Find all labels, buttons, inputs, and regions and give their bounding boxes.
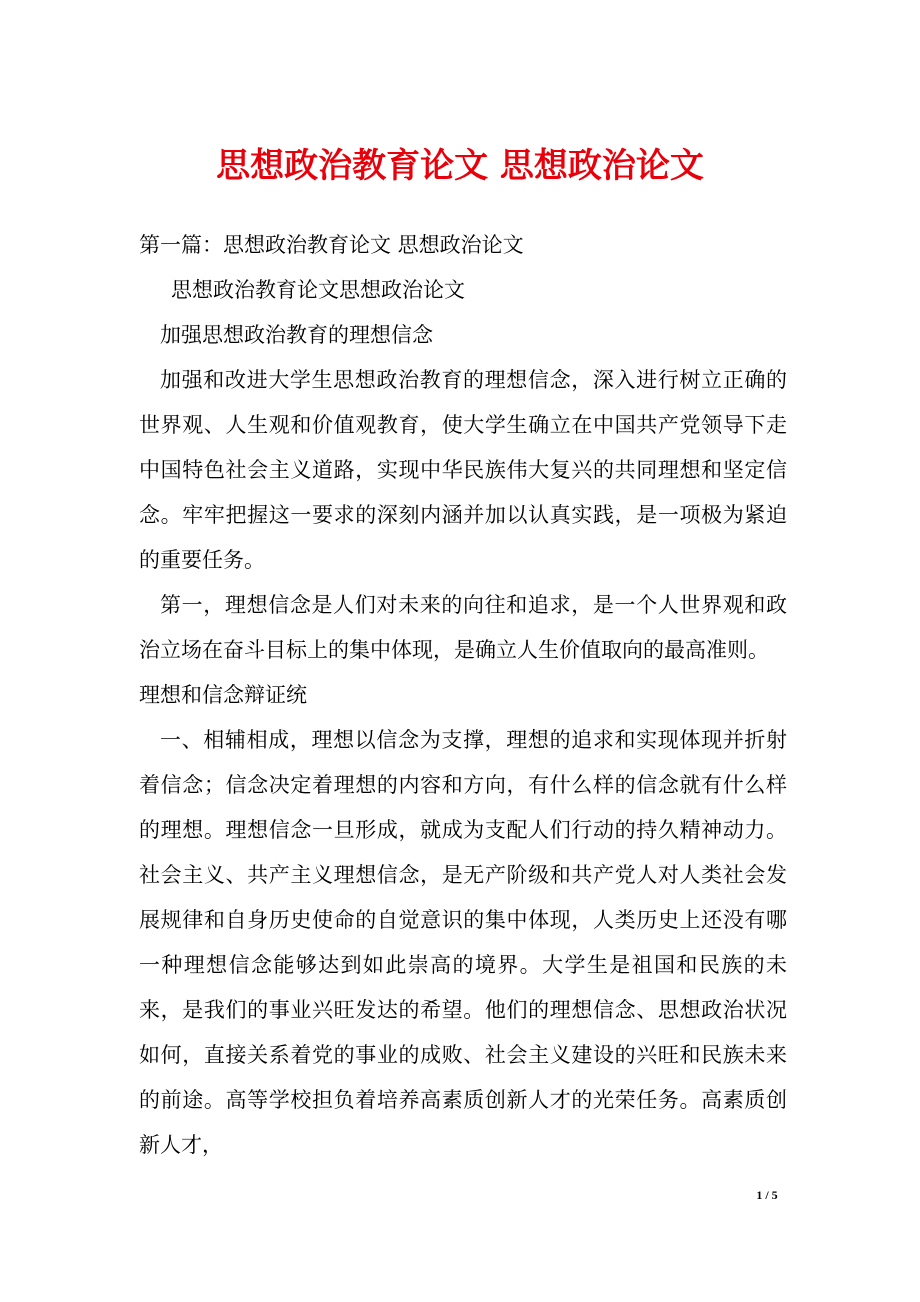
page-number: 1 / 5 bbox=[756, 1188, 778, 1202]
document-subtitle: 思想政治教育论文思想政治论文 bbox=[171, 278, 465, 302]
body-paragraph: 加强和改进大学生思想政治教育的理想信念，深入进行树立正确的世界观、人生观和价值观教育，使大学生确立在中国共产党领导下走中国特色社会主义道路，实现中华民族伟大复兴的共同理想和坚定信念。牢牢把握这一要求的深刻内涵并加以认真实践，是一项极为紧迫的重要任务。 bbox=[139, 368, 787, 572]
paragraph-heading: 加强思想政治教育的理想信念 bbox=[160, 323, 433, 347]
body-paragraph: 理想和信念辩证统 bbox=[139, 683, 307, 707]
document-title: 思想政治教育论文 思想政治论文 bbox=[216, 146, 704, 186]
section-title: 第一篇：思想政治教育论文 思想政治论文 bbox=[139, 233, 524, 257]
document-body bbox=[139, 223, 787, 1168]
body-paragraph: 一、相辅相成，理想以信念为支撑，理想的追求和实现体现并折射着信念；信念决定着理想的内容和方向，有什么样的信念就有什么样的理想。理想信念一旦形成，就成为支配人们行动的持久精神动力。社会主义、共产主义理想信念，是无产阶级和共产党人对人类社会发展规律和自身历史使命的自觉意识的集中体现，人类历史上还没有哪一种理想信念能够达到如此崇高的境界。大学生是祖国和民族的未来，是我们的事业兴旺发达的希望。他们的理想信念、思想政治状况如何，直接关系着党的事业的成败、社会主义建设的兴旺和民族未来的前途。高等学校担负着培养高素质创新人才的光荣任务。高素质创新人才， bbox=[139, 728, 787, 1157]
body-paragraph: 第一，理想信念是人们对未来的向往和追求，是一个人世界观和政治立场在奋斗目标上的集中体现，是确立人生价值取向的最高准则。 bbox=[139, 593, 787, 662]
